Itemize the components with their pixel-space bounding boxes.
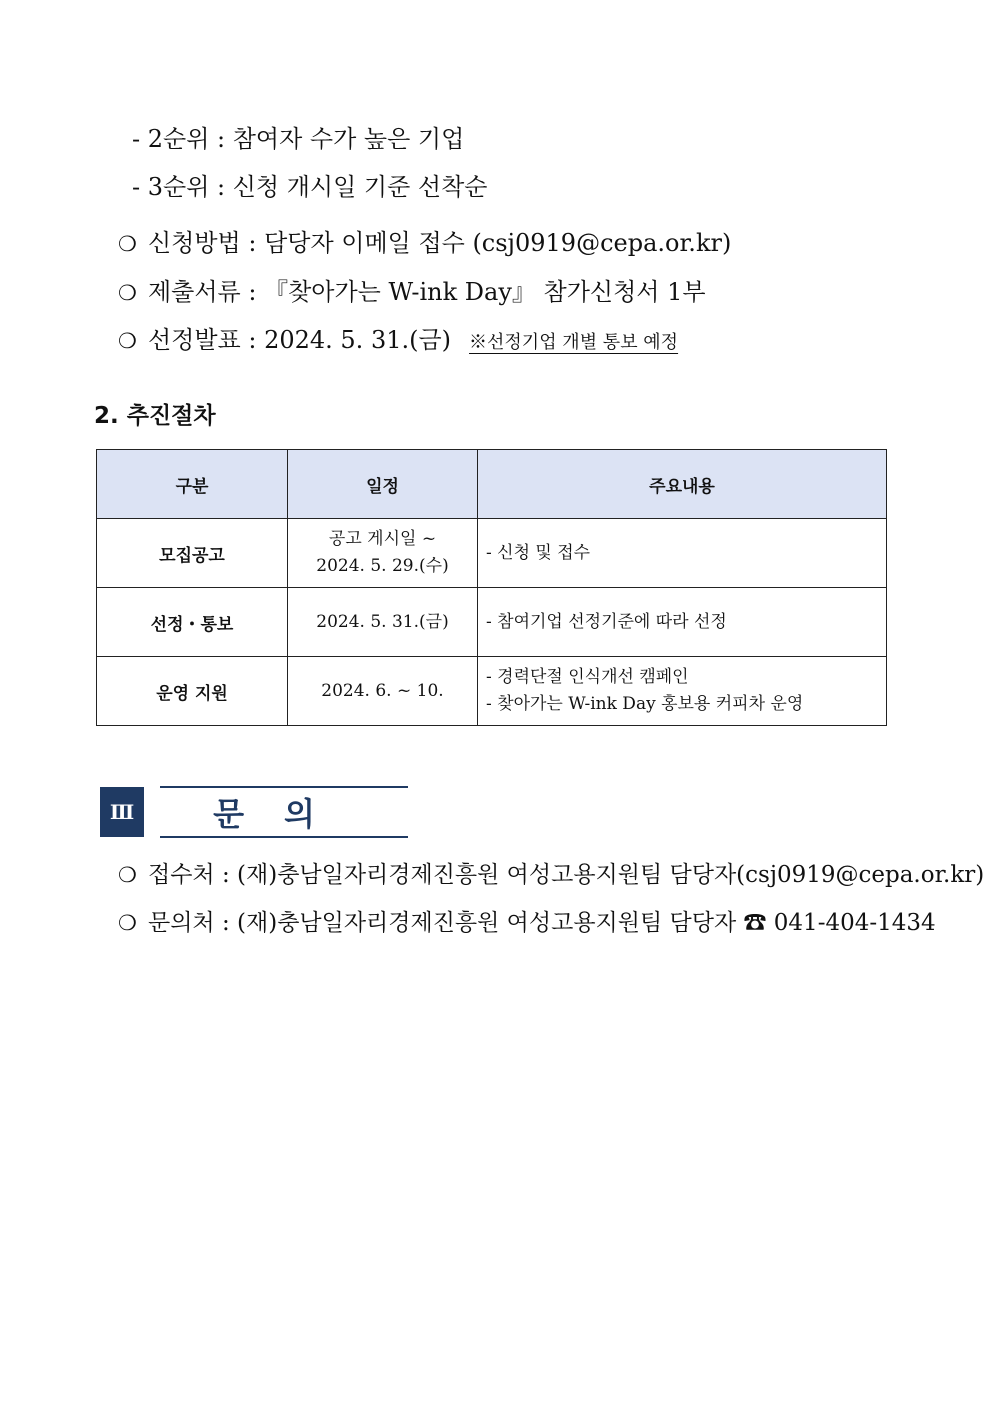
apply-method-text: 신청방법 : 담당자 이메일 접수 (csj0919@cepa.or.kr) [148,229,732,257]
section-heading-procedure: 2. 추진절차 [94,403,216,429]
circle-bullet-icon: ❍ [118,281,137,305]
criteria-rank-3: - 3순위 : 신청 개시일 기준 선착순 [132,173,488,201]
announcement-line [118,325,678,358]
inquiry-line [118,908,936,938]
announcement-note: ※선정기업 개별 통보 예정 [469,332,679,353]
row-category: 운영 지원 [97,657,288,726]
row-schedule [288,657,478,726]
reception-text: 접수처 : (재)충남일자리경제진흥원 여성고용지원팀 담당자(csj0919@cepa.or.kr) [148,862,985,888]
content-line: - 경력단절 인식개선 캠페인 [486,667,689,687]
table-header-row [97,450,887,519]
row-category: 모집공고 [97,519,288,588]
header-category: 구분 [97,450,288,519]
circle-bullet-icon: ❍ [118,863,137,887]
documents-line [118,277,706,308]
header-content: 주요내용 [478,450,887,519]
row-content [478,657,887,726]
header-schedule: 일정 [288,450,478,519]
announcement-text: 선정발표 : 2024. 5. 31.(금) [148,326,452,354]
schedule-line: 공고 게시일 ~ [328,529,437,549]
row-schedule [288,519,478,588]
procedure-table [96,449,887,726]
criteria-rank-2: - 2순위 : 참여자 수가 높은 기업 [132,125,465,153]
circle-bullet-icon: ❍ [118,329,137,353]
table-row [97,588,887,657]
content-line: - 신청 및 접수 [486,542,591,563]
schedule-line: 2024. 5. 31.(금) [316,611,449,632]
row-content [478,588,887,657]
row-content [478,519,887,588]
content-line: - 참여기업 선정기준에 따라 선정 [486,611,727,632]
schedule-line: 2024. 6. ~ 10. [321,680,444,701]
documents-text: 제출서류 : 『찾아가는 W-ink Day』 참가신청서 1부 [148,278,706,306]
row-schedule [288,588,478,657]
schedule-line: 2024. 5. 29.(수) [316,556,449,576]
inquiry-text: 문의처 : (재)충남일자리경제진흥원 여성고용지원팀 담당자 ☎ 041-404-1434 [148,910,936,936]
content-line: - 찾아가는 W-ink Day 홍보용 커피차 운영 [486,694,804,714]
circle-bullet-icon: ❍ [118,911,137,935]
apply-method-line [118,228,731,259]
section-title-inquiry: 문의 [160,786,408,838]
circle-bullet-icon: ❍ [118,232,137,256]
row-category: 선정・통보 [97,588,288,657]
section-number-badge: Ⅲ [100,787,144,837]
table-row [97,519,887,588]
reception-line [118,860,984,890]
table-row [97,657,887,726]
